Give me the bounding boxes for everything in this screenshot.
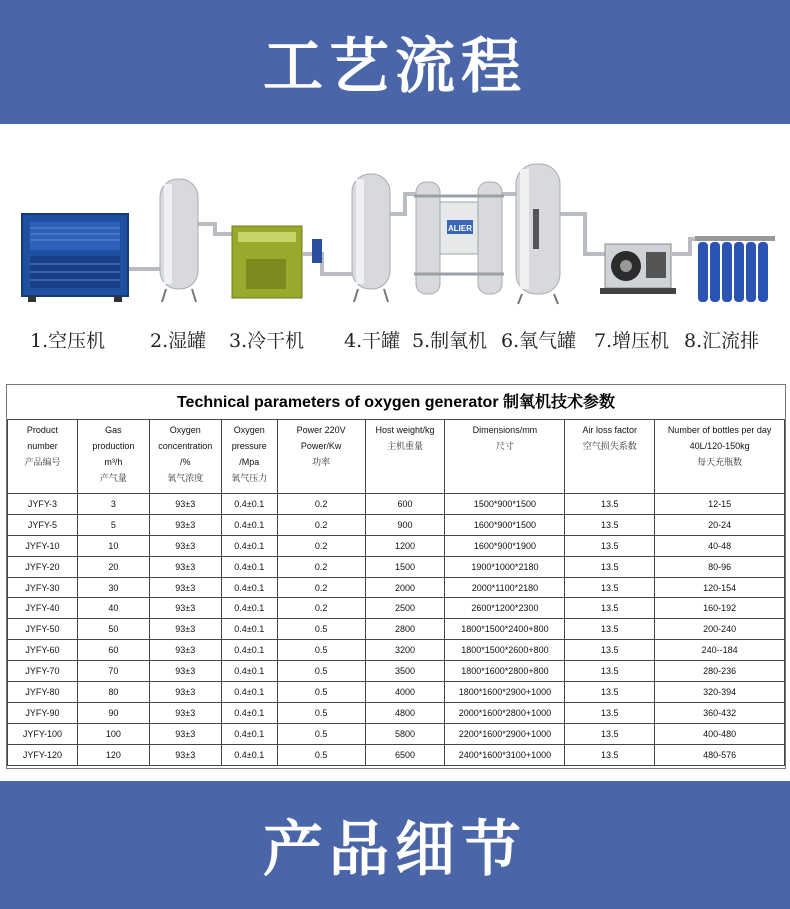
table-cell: 12-15 [655, 494, 785, 515]
column-header [221, 420, 277, 494]
table-cell: 0.4±0.1 [221, 514, 277, 535]
table-cell: 13.5 [565, 723, 655, 744]
generator-badge: ALIER [448, 224, 472, 233]
process-flow-title: 工艺流程 [263, 32, 527, 102]
parameters-title: Technical parameters of oxygen generator 制氧机技术参数 [176, 393, 616, 411]
table-cell: 120 [77, 744, 149, 765]
table-cell: 13.5 [565, 535, 655, 556]
table-cell: 5800 [365, 723, 445, 744]
column-header-line: 氧气压力 [231, 473, 268, 483]
table-cell: JYFY-70 [8, 661, 78, 682]
table-cell: JYFY-5 [8, 514, 78, 535]
dry-tank-icon [352, 174, 390, 302]
table-cell: 1800*1600*2800+800 [445, 661, 565, 682]
table-cell: 93±3 [149, 661, 221, 682]
table-cell: 2400*1600*3100+1000 [445, 744, 565, 765]
column-header-line: production [92, 441, 135, 451]
table-cell: 3500 [365, 661, 445, 682]
column-header-line: 产品编号 [24, 457, 61, 467]
table-cell: 10 [77, 535, 149, 556]
table-header-row [8, 420, 785, 494]
table-cell: 0.5 [277, 702, 365, 723]
table-row [8, 598, 785, 619]
table-cell: 0.4±0.1 [221, 535, 277, 556]
table-cell: 0.4±0.1 [221, 723, 277, 744]
column-header-line: /Mpa [239, 457, 260, 467]
table-row [8, 577, 785, 598]
table-cell: 240--184 [655, 640, 785, 661]
table-cell: JYFY-30 [8, 577, 78, 598]
table-cell: 0.5 [277, 723, 365, 744]
table-cell: 5 [77, 514, 149, 535]
table-cell: 93±3 [149, 535, 221, 556]
air-compressor-icon [22, 214, 128, 302]
table-cell: 13.5 [565, 640, 655, 661]
table-cell: 1600*900*1500 [445, 514, 565, 535]
table-cell: 30 [77, 577, 149, 598]
column-header-line: concentration [158, 441, 213, 451]
column-header-line: Power/Kw [300, 441, 342, 451]
table-cell: 0.4±0.1 [221, 577, 277, 598]
column-header-line: 40L/120-150kg [689, 441, 750, 451]
table-cell: 1500 [365, 556, 445, 577]
table-cell: 2800 [365, 619, 445, 640]
table-cell: 0.4±0.1 [221, 494, 277, 515]
column-header-line: Host weight/kg [375, 425, 435, 435]
column-header [8, 420, 78, 494]
table-cell: 13.5 [565, 702, 655, 723]
table-cell: 0.5 [277, 682, 365, 703]
table-cell: 13.5 [565, 619, 655, 640]
table-cell: 50 [77, 619, 149, 640]
step-label: 5.制氧机 [412, 330, 488, 352]
table-cell: 93±3 [149, 640, 221, 661]
table-row [8, 640, 785, 661]
table-cell: 0.4±0.1 [221, 744, 277, 765]
table-cell: 400-480 [655, 723, 785, 744]
step-label: 1.空压机 [30, 330, 106, 352]
product-details-title: 产品细节 [263, 815, 527, 885]
table-cell: 0.4±0.1 [221, 661, 277, 682]
table-cell: 0.2 [277, 556, 365, 577]
table-cell: JYFY-90 [8, 702, 78, 723]
table-cell: 480-576 [655, 744, 785, 765]
column-header [445, 420, 565, 494]
table-cell: 40 [77, 598, 149, 619]
table-cell: JYFY-10 [8, 535, 78, 556]
column-header [365, 420, 445, 494]
manifold-cylinders-icon [695, 236, 775, 302]
equipment-diagram [0, 124, 790, 324]
step-label: 2.湿罐 [150, 330, 207, 352]
oxygen-generator-icon [414, 182, 504, 294]
table-cell: 360-432 [655, 702, 785, 723]
step-label: 8.汇流排 [684, 330, 760, 352]
column-header-line: 氧气浓度 [167, 473, 204, 483]
table-cell: 0.5 [277, 640, 365, 661]
step-label: 6.氧气罐 [501, 330, 577, 352]
column-header [77, 420, 149, 494]
table-cell: 93±3 [149, 682, 221, 703]
table-cell: 0.2 [277, 577, 365, 598]
technical-parameters-panel [6, 384, 786, 769]
table-cell: 0.5 [277, 744, 365, 765]
table-cell: 0.2 [277, 494, 365, 515]
table-cell: 0.4±0.1 [221, 702, 277, 723]
table-cell: 2600*1200*2300 [445, 598, 565, 619]
table-cell: JYFY-80 [8, 682, 78, 703]
table-cell: 1600*900*1900 [445, 535, 565, 556]
table-cell: 0.5 [277, 619, 365, 640]
table-cell: 93±3 [149, 494, 221, 515]
column-header-line: 空气损失系数 [582, 441, 637, 451]
table-cell: 20-24 [655, 514, 785, 535]
table-cell: 93±3 [149, 619, 221, 640]
table-cell: 93±3 [149, 702, 221, 723]
table-cell: 0.2 [277, 514, 365, 535]
table-cell: JYFY-60 [8, 640, 78, 661]
table-cell: 1800*1600*2900+1000 [445, 682, 565, 703]
column-header [565, 420, 655, 494]
table-cell: 93±3 [149, 556, 221, 577]
table-cell: 93±3 [149, 598, 221, 619]
column-header [149, 420, 221, 494]
table-cell: 60 [77, 640, 149, 661]
column-header-line: 每天充瓶数 [697, 457, 743, 467]
column-header-line: /% [180, 457, 191, 467]
table-cell: 13.5 [565, 514, 655, 535]
table-cell: 280-236 [655, 661, 785, 682]
column-header-line: Air loss factor [582, 425, 638, 435]
column-header-line: 功率 [312, 457, 331, 467]
step-label: 3.冷干机 [229, 330, 305, 352]
table-cell: 70 [77, 661, 149, 682]
table-cell: 2000 [365, 577, 445, 598]
column-header-line: Dimensions/mm [472, 425, 538, 435]
column-header [277, 420, 365, 494]
table-cell: 0.2 [277, 535, 365, 556]
table-cell: 93±3 [149, 723, 221, 744]
table-cell: 0.4±0.1 [221, 640, 277, 661]
table-cell: 4800 [365, 702, 445, 723]
table-cell: JYFY-3 [8, 494, 78, 515]
table-cell: 100 [77, 723, 149, 744]
table-row [8, 702, 785, 723]
table-cell: 3200 [365, 640, 445, 661]
table-cell: JYFY-100 [8, 723, 78, 744]
table-row [8, 494, 785, 515]
table-cell: 0.4±0.1 [221, 619, 277, 640]
table-cell: 2500 [365, 598, 445, 619]
table-cell: 200-240 [655, 619, 785, 640]
column-header-line: Product [26, 425, 58, 435]
table-cell: 4000 [365, 682, 445, 703]
column-header-line: 主机重量 [387, 441, 424, 451]
table-cell: 93±3 [149, 744, 221, 765]
table-row [8, 535, 785, 556]
table-cell: 1200 [365, 535, 445, 556]
process-flow-banner [0, 0, 790, 124]
table-cell: 1800*1500*2400+800 [445, 619, 565, 640]
column-header-line: Gas [105, 425, 122, 435]
table-cell: 13.5 [565, 556, 655, 577]
column-header-line: pressure [231, 441, 267, 451]
table-cell: 1900*1000*2180 [445, 556, 565, 577]
table-cell: 93±3 [149, 514, 221, 535]
table-row [8, 556, 785, 577]
table-cell: 0.4±0.1 [221, 682, 277, 703]
table-cell: 13.5 [565, 598, 655, 619]
table-cell: JYFY-50 [8, 619, 78, 640]
table-cell: 80 [77, 682, 149, 703]
table-cell: 320-394 [655, 682, 785, 703]
table-cell: 13.5 [565, 682, 655, 703]
step-label: 4.干罐 [344, 330, 401, 352]
column-header-line: Power 220V [296, 425, 346, 435]
column-header-line: 产气量 [99, 473, 127, 483]
table-cell: 0.4±0.1 [221, 598, 277, 619]
table-cell: 13.5 [565, 494, 655, 515]
table-cell: 80-96 [655, 556, 785, 577]
table-body [8, 494, 785, 766]
table-cell: 0.2 [277, 598, 365, 619]
oxygen-tank-icon [516, 164, 560, 304]
table-cell: JYFY-20 [8, 556, 78, 577]
column-header-line: m³/h [104, 457, 123, 467]
table-cell: 40-48 [655, 535, 785, 556]
refrigerated-dryer-icon [232, 226, 322, 298]
table-row [8, 661, 785, 682]
parameters-table [7, 419, 785, 766]
column-header-line: Oxygen [233, 425, 265, 435]
table-cell: 6500 [365, 744, 445, 765]
table-cell: 13.5 [565, 744, 655, 765]
wet-tank-icon [160, 179, 198, 302]
table-cell: 120-154 [655, 577, 785, 598]
product-details-banner [0, 781, 790, 909]
table-cell: 160-192 [655, 598, 785, 619]
table-cell: 1800*1500*2600+800 [445, 640, 565, 661]
table-cell: 93±3 [149, 577, 221, 598]
table-cell: 2000*1600*2800+1000 [445, 702, 565, 723]
table-cell: 0.5 [277, 661, 365, 682]
table-row [8, 723, 785, 744]
table-row [8, 682, 785, 703]
table-cell: 2000*1100*2180 [445, 577, 565, 598]
table-row [8, 619, 785, 640]
table-cell: 13.5 [565, 577, 655, 598]
column-header-line: 尺寸 [495, 441, 514, 451]
table-cell: 2200*1600*2900+1000 [445, 723, 565, 744]
process-step-labels [0, 326, 790, 356]
column-header [655, 420, 785, 494]
table-row [8, 744, 785, 765]
column-header-line: Number of bottles per day [667, 425, 772, 435]
booster-compressor-icon [600, 244, 676, 294]
step-label: 7.增压机 [594, 330, 670, 352]
table-cell: 90 [77, 702, 149, 723]
column-header-line: number [27, 441, 58, 451]
table-cell: 3 [77, 494, 149, 515]
table-cell: 13.5 [565, 661, 655, 682]
table-cell: 20 [77, 556, 149, 577]
table-cell: 0.4±0.1 [221, 556, 277, 577]
table-cell: JYFY-120 [8, 744, 78, 765]
table-cell: JYFY-40 [8, 598, 78, 619]
table-row [8, 514, 785, 535]
table-cell: 600 [365, 494, 445, 515]
table-cell: 1500*900*1500 [445, 494, 565, 515]
column-header-line: Oxygen [169, 425, 201, 435]
table-cell: 900 [365, 514, 445, 535]
